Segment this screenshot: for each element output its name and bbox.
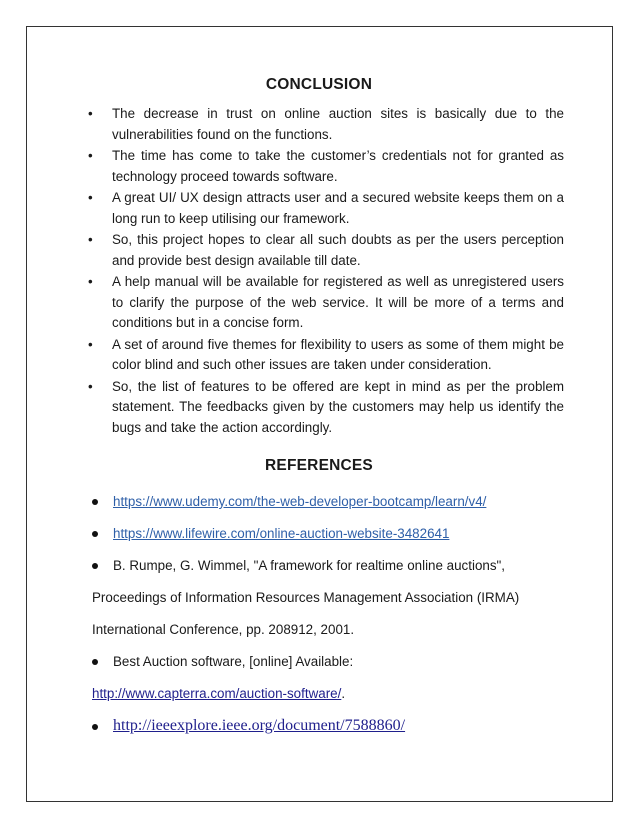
bullet-icon: • — [88, 274, 93, 289]
list-item — [88, 188, 564, 229]
references-list — [92, 492, 572, 736]
bullet-icon: • — [88, 378, 93, 394]
reference-item — [92, 716, 572, 736]
bullet-icon: • — [88, 190, 93, 205]
reference-link-lifewire[interactable]: https://www.lifewire.com/online-auction-website-3482641 — [113, 526, 450, 541]
list-item-text: So, this project hopes to clear all such doubts as per the users perception and provide best design available till date. — [112, 232, 564, 268]
reference-text: B. Rumpe, G. Wimmel, "A framework for realtime online auctions", — [113, 558, 506, 573]
bullet-icon: • — [88, 148, 93, 163]
list-item-text: So, the list of features to be offered are kept in mind as per the problem statement. The feedbacks given by the customers may help us identify the bugs and take the action accordingly. — [112, 378, 564, 435]
bullet-icon — [92, 563, 98, 569]
list-item — [88, 272, 564, 334]
list-item-text: The time has come to take the customer’s credentials not for granted as technology proceed towards software. — [112, 148, 564, 184]
list-item — [88, 335, 564, 376]
reference-item — [92, 652, 572, 704]
reference-text: Best Auction software, [online] Available: — [113, 654, 354, 669]
list-item-text: The decrease in trust on online auction sites is basically due to the vulnerabilities found on the functions. — [112, 106, 564, 142]
reference-item — [92, 556, 572, 640]
reference-item — [92, 524, 572, 544]
bullet-icon — [92, 659, 98, 665]
bullet-icon: • — [88, 232, 93, 247]
list-item-text: A help manual will be available for registered as well as unregistered users to clarify the purpose of the web service. It will be more of a terms and conditions but in a concise form. — [112, 274, 564, 330]
bullet-icon: • — [88, 336, 93, 352]
reference-link-capterra[interactable]: http://www.capterra.com/auction-software/ — [92, 686, 342, 701]
bullet-icon: • — [88, 106, 93, 121]
references-heading: REFERENCES — [265, 457, 373, 474]
list-item — [88, 146, 564, 187]
conclusion-list — [88, 104, 564, 439]
reference-text: International Conference, pp. 208912, 2001. — [92, 622, 355, 637]
list-item — [88, 104, 564, 145]
reference-link-ieeexplore[interactable]: http://ieeexplore.ieee.org/document/7588860/ — [113, 717, 406, 734]
reference-item — [92, 492, 572, 512]
list-item-text: A set of around five themes for flexibility to users as some of them might be color blind and such other issues are taken under consideration. — [112, 336, 564, 372]
list-item — [88, 230, 564, 271]
list-item — [88, 377, 564, 439]
reference-link-udemy[interactable]: https://www.udemy.com/the-web-developer-bootcamp/learn/v4/ — [113, 494, 487, 509]
reference-text: Proceedings of Information Resources Management Association (IRMA) — [92, 590, 520, 605]
bullet-icon — [92, 724, 98, 730]
list-item-text: A great UI/ UX design attracts user and a secured website keeps them on a long run to keep utilising our framework. — [112, 190, 564, 226]
reference-period: . — [341, 686, 346, 701]
bullet-icon — [92, 499, 98, 505]
conclusion-heading: CONCLUSION — [265, 76, 373, 93]
bullet-icon — [92, 531, 98, 537]
